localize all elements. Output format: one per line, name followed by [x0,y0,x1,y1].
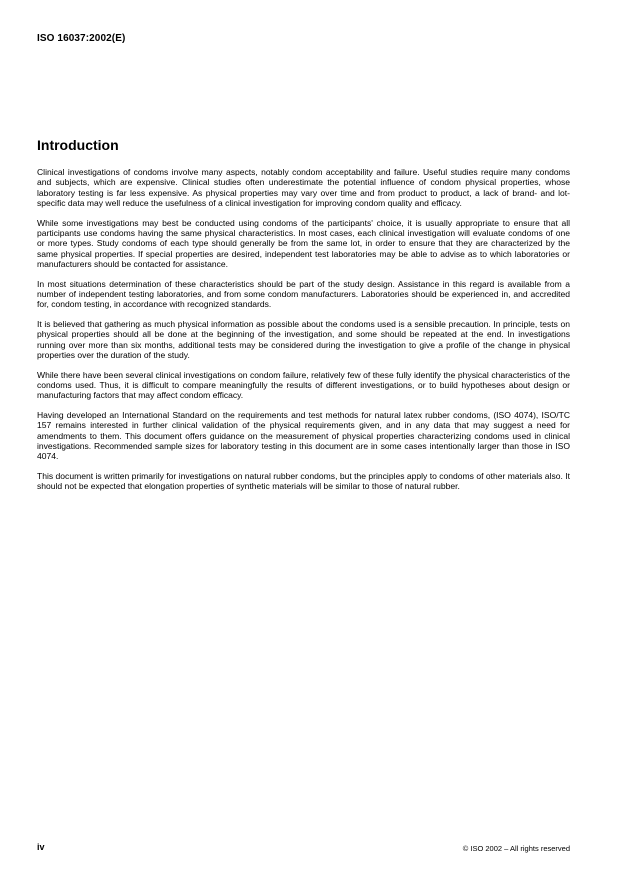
paragraph-7: This document is written primarily for investigations on natural rubber condoms, but the principles apply to condoms of other materials also. It should not be expected that elongation properties of synthetic materials will be similar to those of natural rubber. [37,471,570,492]
copyright-notice: © ISO 2002 – All rights reserved [462,844,570,853]
paragraph-5: While there have been several clinical investigations on condom failure, relatively few of these fully identify the physical characteristics of the condoms used. Thus, it is difficult to compare meaningfully the results of different investigations, or to build hypotheses about design or manufacturing factors that may affect condom efficacy. [37,369,570,401]
paragraph-1: Clinical investigations of condoms involve many aspects, notably condom acceptability and failure. Useful studies require many condoms and subjects, which are expensive. Clinical studies often underestimate the potential influence of condom physical properties, whose laboratory testing is far less expensive. As physical properties may vary over time and from product to product, a lack of brand- and lot-specific data may well reduce the usefulness of a clinical investigation for improving condom quality and efficacy. [37,167,570,208]
section-title: Introduction [37,137,119,153]
paragraph-3: In most situations determination of these characteristics should be part of the study design. Assistance in this regard is available from a number of independent testing laboratories, and from some condom manufacturers. Laboratories should be experienced in, and accredited for, condom testing, in accordance with recognized standards. [37,278,570,310]
page-number: iv [37,842,45,852]
paragraph-2: While some investigations may best be conducted using condoms of the participants' choice, it is usually appropriate to ensure that all participants use condoms having the same physical characteristics. In most cases, each clinical investigation will evaluate condoms of one or more types. Study condoms of each type should generally be from the same lot, in order to ensure that they are characterized by the same physical properties. If special properties are desired, independent test laboratories may be able to advise as to which laboratories or manufacturers should be contacted for assistance. [37,217,570,269]
paragraph-6: Having developed an International Standard on the requirements and test methods for natural latex rubber condoms, (ISO 4074), ISO/TC 157 remains interested in further clinical validation of the physical requirements given, and in any data that may suggest a need for amendments to them. This document offers guidance on the measurement of physical properties characterizing condoms used in clinical investigations. Recommended sample sizes for laboratory testing in this document are in some cases intentionally larger than those in ISO 4074. [37,410,570,462]
document-id-header: ISO 16037:2002(E) [37,33,126,44]
paragraph-4: It is believed that gathering as much physical information as possible about the condoms used is a sensible precaution. In principle, tests on physical properties should all be done at the beginning of the investigation, and some should be repeated at the end. In investigations running over more than six months, additional tests may be considered during the investigation to give a profile of the change in physical properties over the duration of the study. [37,319,570,360]
introduction-body [37,167,570,501]
